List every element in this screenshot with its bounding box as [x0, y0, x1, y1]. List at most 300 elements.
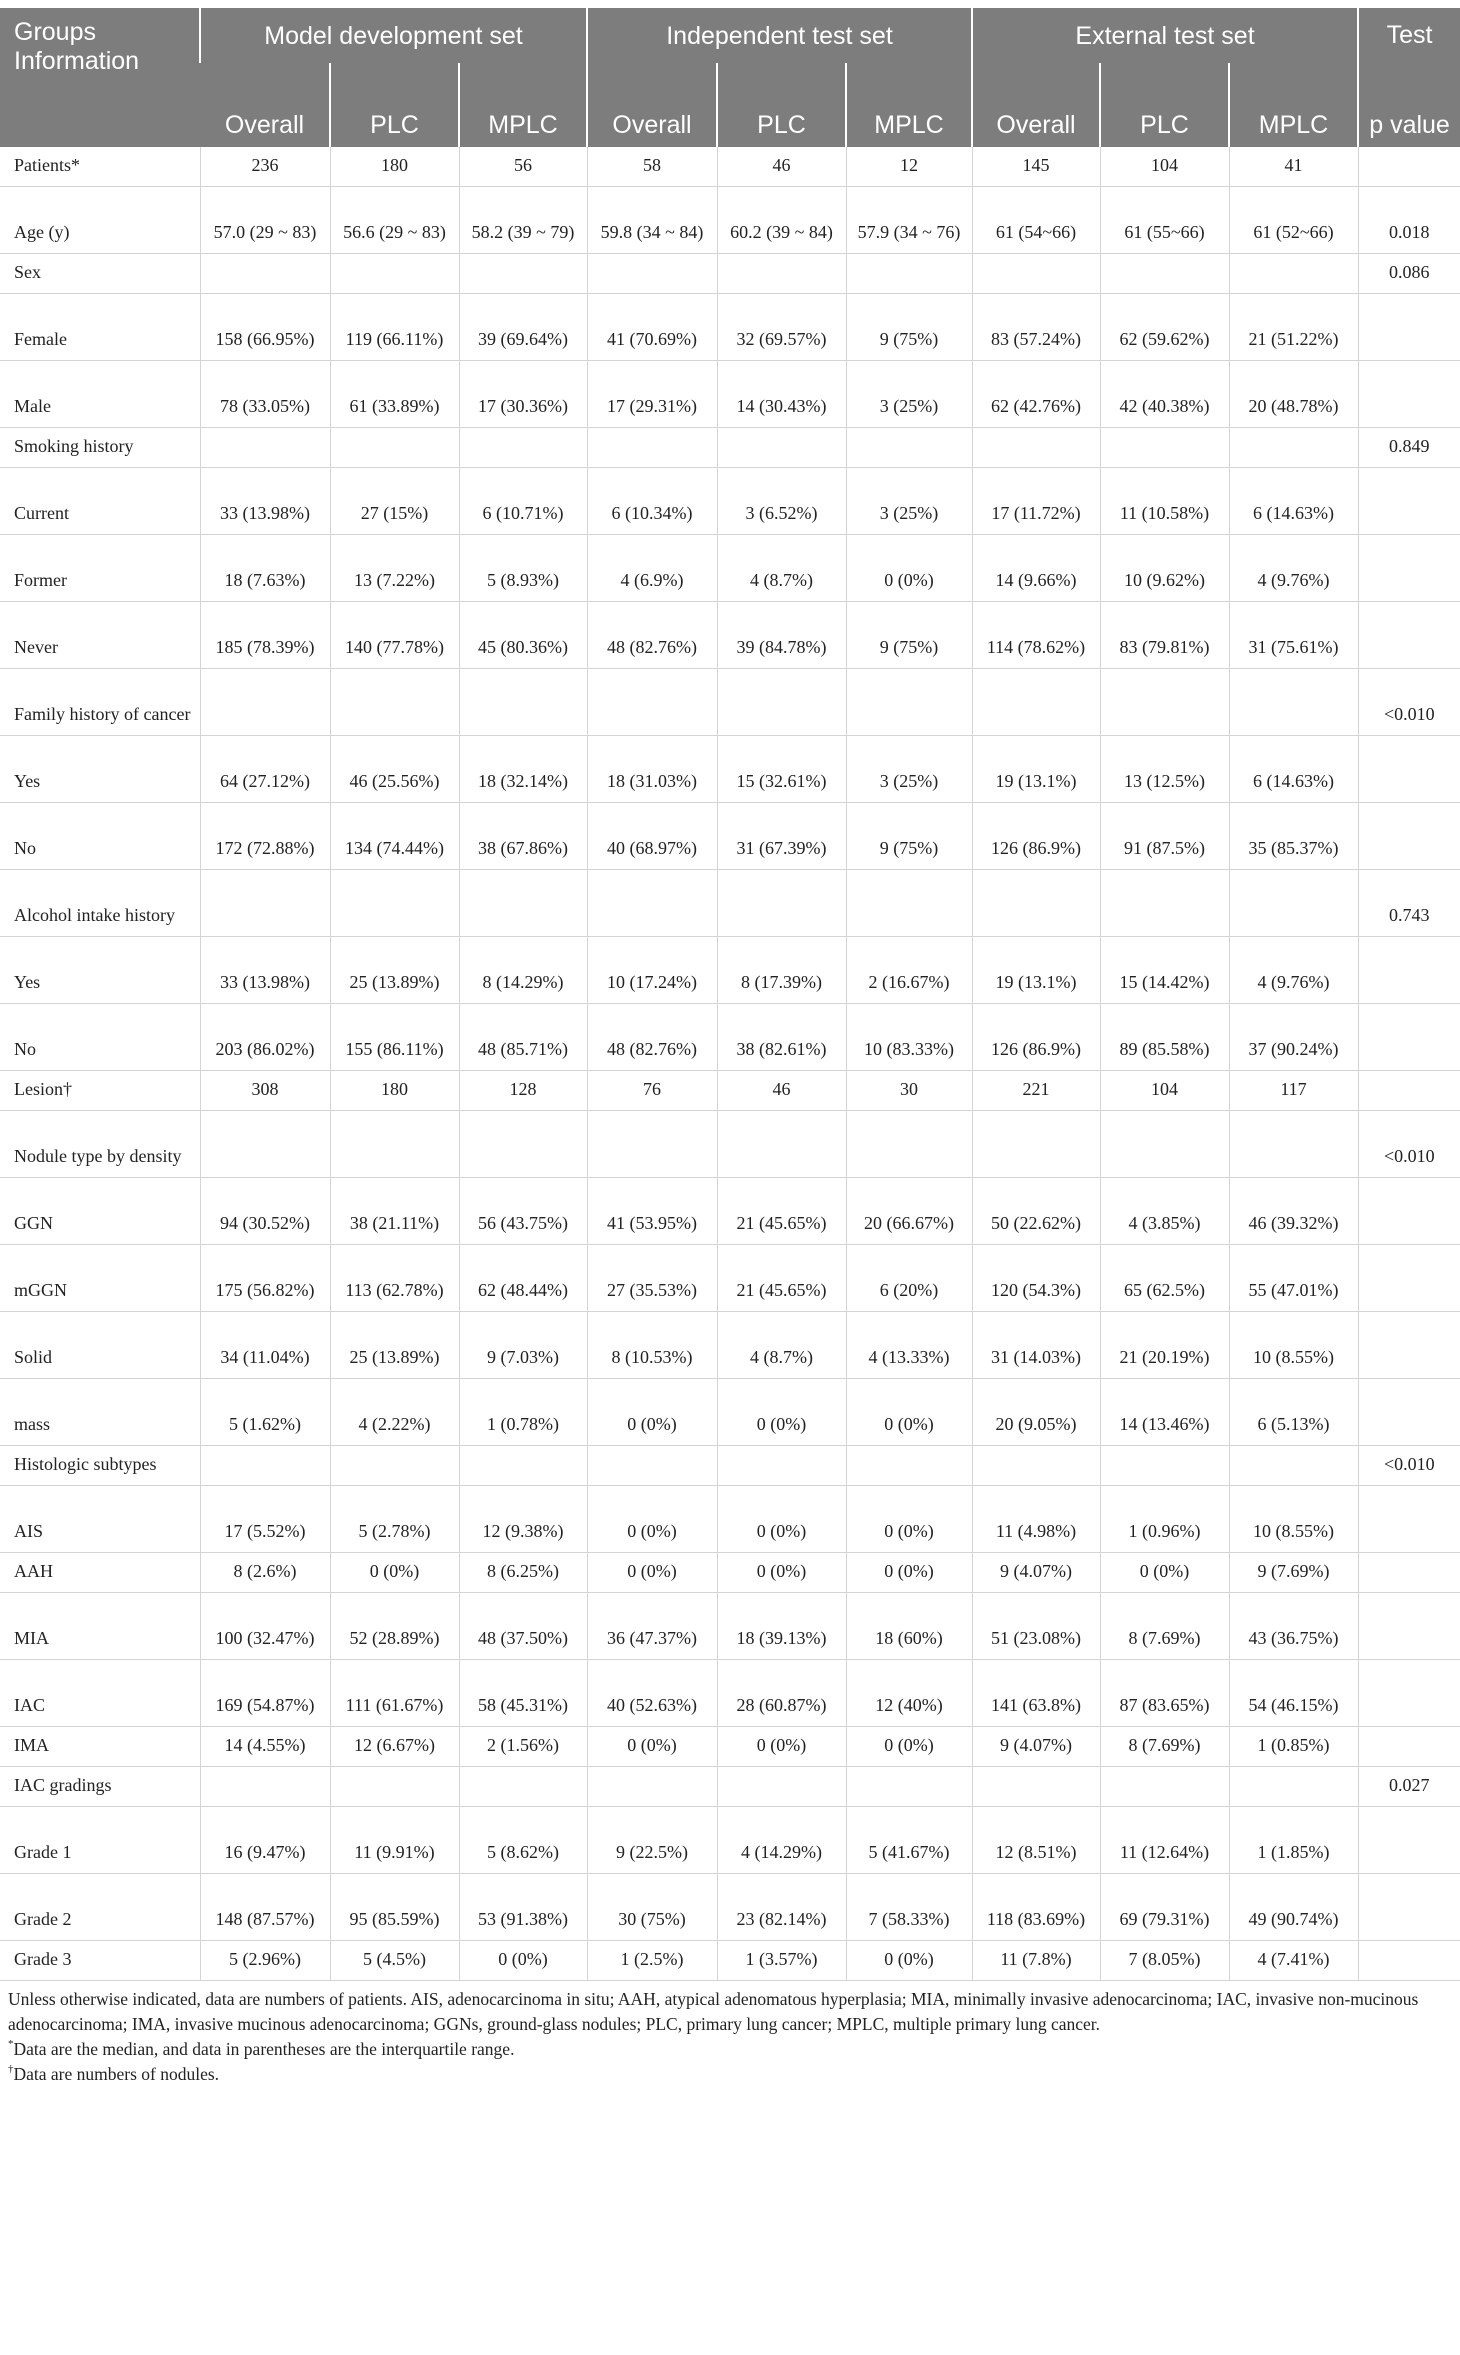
data-cell: 8 (17.39%): [717, 937, 846, 1004]
data-cell: 185 (78.39%): [200, 602, 330, 669]
data-cell: 12 (6.67%): [330, 1727, 459, 1767]
data-cell: 17 (30.36%): [459, 361, 587, 428]
data-cell: [587, 1111, 717, 1178]
p-value-cell: [1358, 1874, 1460, 1941]
data-cell: 4 (9.76%): [1229, 937, 1358, 1004]
data-cell: 20 (48.78%): [1229, 361, 1358, 428]
demographics-table: [0, 8, 1460, 1981]
data-cell: [200, 870, 330, 937]
row-label-cell: Yes: [0, 736, 200, 803]
data-cell: 0 (0%): [459, 1941, 587, 1981]
data-cell: [846, 1446, 972, 1486]
data-cell: [1229, 254, 1358, 294]
data-cell: [587, 669, 717, 736]
data-cell: 27 (15%): [330, 468, 459, 535]
data-cell: [587, 1767, 717, 1807]
row-label-cell: Never: [0, 602, 200, 669]
data-cell: 27 (35.53%): [587, 1245, 717, 1312]
data-cell: 20 (66.67%): [846, 1178, 972, 1245]
data-cell: 40 (68.97%): [587, 803, 717, 870]
data-cell: 0 (0%): [330, 1553, 459, 1593]
data-cell: 140 (77.78%): [330, 602, 459, 669]
row-label-cell: IAC gradings: [0, 1767, 200, 1807]
data-cell: [1100, 1111, 1229, 1178]
data-cell: 145: [972, 147, 1100, 187]
data-cell: 64 (27.12%): [200, 736, 330, 803]
data-cell: 9 (75%): [846, 294, 972, 361]
data-cell: [846, 428, 972, 468]
data-cell: 49 (90.74%): [1229, 1874, 1358, 1941]
data-cell: 58.2 (39 ~ 79): [459, 187, 587, 254]
row-label-cell: Grade 2: [0, 1874, 200, 1941]
data-cell: 33 (13.98%): [200, 468, 330, 535]
data-cell: 169 (54.87%): [200, 1660, 330, 1727]
row-label-cell: GGN: [0, 1178, 200, 1245]
data-cell: 18 (31.03%): [587, 736, 717, 803]
p-value-cell: <0.010: [1358, 669, 1460, 736]
data-cell: 4 (13.33%): [846, 1312, 972, 1379]
p-value-cell: [1358, 1071, 1460, 1111]
data-cell: 158 (66.95%): [200, 294, 330, 361]
data-cell: 59.8 (34 ~ 84): [587, 187, 717, 254]
data-cell: [459, 254, 587, 294]
data-cell: 117: [1229, 1071, 1358, 1111]
data-cell: [717, 669, 846, 736]
data-cell: 104: [1100, 147, 1229, 187]
data-cell: 38 (21.11%): [330, 1178, 459, 1245]
p-value-cell: [1358, 1593, 1460, 1660]
data-cell: 41 (70.69%): [587, 294, 717, 361]
data-cell: 48 (82.76%): [587, 602, 717, 669]
data-cell: 46 (39.32%): [1229, 1178, 1358, 1245]
data-cell: 6 (10.71%): [459, 468, 587, 535]
data-cell: 10 (17.24%): [587, 937, 717, 1004]
data-cell: 18 (39.13%): [717, 1593, 846, 1660]
p-value-cell: [1358, 803, 1460, 870]
data-cell: 2 (1.56%): [459, 1727, 587, 1767]
data-cell: 104: [1100, 1071, 1229, 1111]
p-value-cell: [1358, 1553, 1460, 1593]
table-row: [0, 147, 1460, 187]
data-cell: 94 (30.52%): [200, 1178, 330, 1245]
data-cell: 12 (40%): [846, 1660, 972, 1727]
data-cell: 30 (75%): [587, 1874, 717, 1941]
data-cell: 23 (82.14%): [717, 1874, 846, 1941]
data-cell: 40 (52.63%): [587, 1660, 717, 1727]
table-header: [0, 8, 1460, 147]
data-cell: 21 (20.19%): [1100, 1312, 1229, 1379]
table-row: [0, 937, 1460, 1004]
table-row: [0, 1874, 1460, 1941]
data-cell: [1100, 1446, 1229, 1486]
data-cell: 14 (13.46%): [1100, 1379, 1229, 1446]
data-cell: 39 (69.64%): [459, 294, 587, 361]
data-cell: 36 (47.37%): [587, 1593, 717, 1660]
data-cell: 4 (2.22%): [330, 1379, 459, 1446]
data-cell: 175 (56.82%): [200, 1245, 330, 1312]
data-cell: [972, 428, 1100, 468]
footnote-median: [8, 2037, 1450, 2062]
data-cell: [1229, 1446, 1358, 1486]
data-cell: 12: [846, 147, 972, 187]
data-cell: 236: [200, 147, 330, 187]
header-test: Test: [1358, 8, 1460, 63]
data-cell: [330, 1767, 459, 1807]
data-cell: 8 (2.6%): [200, 1553, 330, 1593]
subheader-plc: PLC: [330, 63, 459, 147]
data-cell: 0 (0%): [846, 1941, 972, 1981]
data-cell: 37 (90.24%): [1229, 1004, 1358, 1071]
data-cell: 41 (53.95%): [587, 1178, 717, 1245]
row-label-cell: Patients*: [0, 147, 200, 187]
data-cell: 6 (14.63%): [1229, 468, 1358, 535]
data-cell: 48 (37.50%): [459, 1593, 587, 1660]
table-row: [0, 1071, 1460, 1111]
data-cell: 76: [587, 1071, 717, 1111]
data-cell: 61 (33.89%): [330, 361, 459, 428]
data-cell: 31 (75.61%): [1229, 602, 1358, 669]
table-row: [0, 1727, 1460, 1767]
table-row: [0, 870, 1460, 937]
data-cell: 14 (4.55%): [200, 1727, 330, 1767]
data-cell: 3 (6.52%): [717, 468, 846, 535]
data-cell: 31 (14.03%): [972, 1312, 1100, 1379]
data-cell: 52 (28.89%): [330, 1593, 459, 1660]
data-cell: 65 (62.5%): [1100, 1245, 1229, 1312]
data-cell: [972, 870, 1100, 937]
table-row: [0, 187, 1460, 254]
p-value-cell: [1358, 468, 1460, 535]
data-cell: [1100, 669, 1229, 736]
data-cell: 45 (80.36%): [459, 602, 587, 669]
data-cell: 35 (85.37%): [1229, 803, 1358, 870]
data-cell: 53 (91.38%): [459, 1874, 587, 1941]
data-cell: 7 (8.05%): [1100, 1941, 1229, 1981]
data-cell: 57.0 (29 ~ 83): [200, 187, 330, 254]
data-cell: [1229, 428, 1358, 468]
data-cell: 5 (2.78%): [330, 1486, 459, 1553]
data-cell: 33 (13.98%): [200, 937, 330, 1004]
data-cell: 19 (13.1%): [972, 937, 1100, 1004]
p-value-cell: [1358, 1178, 1460, 1245]
p-value-cell: [1358, 361, 1460, 428]
data-cell: 180: [330, 1071, 459, 1111]
data-cell: 134 (74.44%): [330, 803, 459, 870]
p-value-cell: <0.010: [1358, 1446, 1460, 1486]
row-label-cell: Age (y): [0, 187, 200, 254]
p-value-cell: <0.010: [1358, 1111, 1460, 1178]
table-row: [0, 1111, 1460, 1178]
table-row: [0, 602, 1460, 669]
data-cell: 9 (7.03%): [459, 1312, 587, 1379]
data-cell: 61 (54~66): [972, 187, 1100, 254]
data-cell: [1229, 870, 1358, 937]
data-cell: 18 (7.63%): [200, 535, 330, 602]
data-cell: [330, 870, 459, 937]
p-value-cell: [1358, 1312, 1460, 1379]
data-cell: 60.2 (39 ~ 84): [717, 187, 846, 254]
data-cell: [846, 1111, 972, 1178]
data-cell: 58: [587, 147, 717, 187]
data-cell: [200, 1446, 330, 1486]
data-cell: 3 (25%): [846, 468, 972, 535]
data-cell: 17 (29.31%): [587, 361, 717, 428]
data-cell: 83 (57.24%): [972, 294, 1100, 361]
row-label-cell: Lesion†: [0, 1071, 200, 1111]
table-row: [0, 1312, 1460, 1379]
data-cell: 39 (84.78%): [717, 602, 846, 669]
table-row: [0, 1767, 1460, 1807]
p-value-cell: [1358, 1379, 1460, 1446]
row-label-cell: Yes: [0, 937, 200, 1004]
data-cell: 126 (86.9%): [972, 1004, 1100, 1071]
data-cell: [459, 428, 587, 468]
table-row: [0, 1941, 1460, 1981]
p-value-cell: 0.027: [1358, 1767, 1460, 1807]
data-cell: 120 (54.3%): [972, 1245, 1100, 1312]
data-cell: [330, 428, 459, 468]
data-cell: 9 (75%): [846, 602, 972, 669]
data-cell: [200, 1767, 330, 1807]
table-footnotes: [0, 1981, 1460, 2087]
data-cell: [846, 870, 972, 937]
data-cell: [972, 1446, 1100, 1486]
data-cell: 119 (66.11%): [330, 294, 459, 361]
data-cell: 34 (11.04%): [200, 1312, 330, 1379]
row-label-cell: IMA: [0, 1727, 200, 1767]
data-cell: 31 (67.39%): [717, 803, 846, 870]
data-cell: 10 (83.33%): [846, 1004, 972, 1071]
data-cell: 61 (55~66): [1100, 187, 1229, 254]
table-row: [0, 669, 1460, 736]
data-cell: 13 (7.22%): [330, 535, 459, 602]
table-row: [0, 1379, 1460, 1446]
data-cell: 6 (14.63%): [1229, 736, 1358, 803]
data-cell: 16 (9.47%): [200, 1807, 330, 1874]
data-cell: 1 (0.85%): [1229, 1727, 1358, 1767]
data-cell: 56.6 (29 ~ 83): [330, 187, 459, 254]
data-cell: [1229, 1767, 1358, 1807]
data-cell: 308: [200, 1071, 330, 1111]
header-model-development-set: Model development set: [200, 8, 587, 63]
subheader-overall: Overall: [200, 63, 330, 147]
data-cell: 48 (82.76%): [587, 1004, 717, 1071]
data-cell: [587, 1446, 717, 1486]
footnote-abbreviations: Unless otherwise indicated, data are numbers of patients. AIS, adenocarcinoma in situ; AAH, atypical adenomatous hyperplasia; MIA, minimally invasive adenocarcinoma; IAC, invasive non-mucinous adenocarcinoma; IMA, invasive mucinous adenocarcinoma; GGNs, ground-glass nodules; PLC, primary lung cancer; MPLC, multiple primary lung cancer.: [8, 1989, 1419, 2034]
data-cell: [459, 870, 587, 937]
row-label-cell: Nodule type by density: [0, 1111, 200, 1178]
data-cell: [330, 669, 459, 736]
data-cell: 5 (8.93%): [459, 535, 587, 602]
data-cell: 1 (0.96%): [1100, 1486, 1229, 1553]
p-value-cell: [1358, 1245, 1460, 1312]
row-label-cell: MIA: [0, 1593, 200, 1660]
data-cell: [846, 1767, 972, 1807]
footnote-dagger-mark: †: [8, 2063, 14, 2075]
footnote-nodules: [8, 2062, 1450, 2087]
data-cell: 11 (7.8%): [972, 1941, 1100, 1981]
data-cell: 46 (25.56%): [330, 736, 459, 803]
data-cell: 21 (45.65%): [717, 1245, 846, 1312]
table-row: [0, 468, 1460, 535]
data-cell: 15 (32.61%): [717, 736, 846, 803]
data-cell: 9 (4.07%): [972, 1553, 1100, 1593]
data-cell: 12 (9.38%): [459, 1486, 587, 1553]
table-row: [0, 1593, 1460, 1660]
footnote-star-mark: *: [8, 2038, 14, 2050]
data-cell: [330, 1446, 459, 1486]
data-cell: 62 (59.62%): [1100, 294, 1229, 361]
row-label-cell: Female: [0, 294, 200, 361]
data-cell: 141 (63.8%): [972, 1660, 1100, 1727]
p-value-cell: [1358, 937, 1460, 1004]
data-cell: 83 (79.81%): [1100, 602, 1229, 669]
data-cell: 91 (87.5%): [1100, 803, 1229, 870]
p-value-cell: [1358, 1807, 1460, 1874]
data-cell: 0 (0%): [587, 1553, 717, 1593]
data-cell: [459, 669, 587, 736]
data-cell: 9 (7.69%): [1229, 1553, 1358, 1593]
data-cell: [717, 1111, 846, 1178]
data-cell: 0 (0%): [587, 1727, 717, 1767]
p-value-cell: [1358, 294, 1460, 361]
row-label-cell: Solid: [0, 1312, 200, 1379]
data-cell: 0 (0%): [717, 1553, 846, 1593]
data-cell: 4 (8.7%): [717, 535, 846, 602]
data-cell: 4 (3.85%): [1100, 1178, 1229, 1245]
data-cell: 0 (0%): [846, 1553, 972, 1593]
data-cell: 1 (3.57%): [717, 1941, 846, 1981]
data-cell: 61 (52~66): [1229, 187, 1358, 254]
data-cell: 11 (9.91%): [330, 1807, 459, 1874]
data-cell: 28 (60.87%): [717, 1660, 846, 1727]
data-cell: [717, 1767, 846, 1807]
subheader-overall: Overall: [972, 63, 1100, 147]
data-cell: 5 (1.62%): [200, 1379, 330, 1446]
data-cell: 6 (5.13%): [1229, 1379, 1358, 1446]
table-body: [0, 147, 1460, 1981]
data-cell: 8 (7.69%): [1100, 1593, 1229, 1660]
row-label-cell: Alcohol intake history: [0, 870, 200, 937]
data-cell: [200, 254, 330, 294]
data-cell: 221: [972, 1071, 1100, 1111]
data-cell: 148 (87.57%): [200, 1874, 330, 1941]
p-value-cell: [1358, 1486, 1460, 1553]
data-cell: 1 (0.78%): [459, 1379, 587, 1446]
data-cell: 18 (60%): [846, 1593, 972, 1660]
data-cell: [972, 669, 1100, 736]
table-row: [0, 803, 1460, 870]
data-cell: [717, 254, 846, 294]
data-cell: 18 (32.14%): [459, 736, 587, 803]
data-cell: 0 (0%): [587, 1486, 717, 1553]
data-cell: 9 (22.5%): [587, 1807, 717, 1874]
data-cell: 155 (86.11%): [330, 1004, 459, 1071]
data-cell: 0 (0%): [846, 1486, 972, 1553]
data-cell: 4 (8.7%): [717, 1312, 846, 1379]
data-cell: [200, 1111, 330, 1178]
data-cell: 0 (0%): [846, 1379, 972, 1446]
row-label-cell: Family history of cancer: [0, 669, 200, 736]
data-cell: [587, 254, 717, 294]
data-cell: 9 (75%): [846, 803, 972, 870]
p-value-cell: [1358, 1727, 1460, 1767]
header-external-test-set: External test set: [972, 8, 1358, 63]
p-value-cell: [1358, 147, 1460, 187]
data-cell: [200, 669, 330, 736]
table-row: [0, 736, 1460, 803]
data-cell: 54 (46.15%): [1229, 1660, 1358, 1727]
footnote-nodules-text: Data are numbers of nodules.: [13, 2064, 220, 2084]
data-cell: [200, 428, 330, 468]
data-cell: 113 (62.78%): [330, 1245, 459, 1312]
subheader-overall: Overall: [587, 63, 717, 147]
p-value-cell: 0.018: [1358, 187, 1460, 254]
data-cell: 4 (6.9%): [587, 535, 717, 602]
data-cell: 95 (85.59%): [330, 1874, 459, 1941]
data-cell: 8 (6.25%): [459, 1553, 587, 1593]
subheader-plc: PLC: [717, 63, 846, 147]
data-cell: 0 (0%): [846, 535, 972, 602]
row-label-cell: mGGN: [0, 1245, 200, 1312]
data-cell: 1 (1.85%): [1229, 1807, 1358, 1874]
table-row: [0, 1004, 1460, 1071]
subheader-mplc: MPLC: [459, 63, 587, 147]
data-cell: [1229, 1111, 1358, 1178]
data-cell: 10 (9.62%): [1100, 535, 1229, 602]
table-row: [0, 1553, 1460, 1593]
data-cell: 42 (40.38%): [1100, 361, 1229, 428]
data-cell: 5 (2.96%): [200, 1941, 330, 1981]
data-cell: [1100, 254, 1229, 294]
data-cell: 5 (41.67%): [846, 1807, 972, 1874]
row-label-cell: AIS: [0, 1486, 200, 1553]
data-cell: 46: [717, 1071, 846, 1111]
data-cell: 56: [459, 147, 587, 187]
data-cell: 0 (0%): [717, 1486, 846, 1553]
table-row: [0, 1660, 1460, 1727]
data-cell: 55 (47.01%): [1229, 1245, 1358, 1312]
row-label-cell: Grade 1: [0, 1807, 200, 1874]
data-cell: [1100, 428, 1229, 468]
data-cell: 0 (0%): [717, 1727, 846, 1767]
header-independent-test-set: Independent test set: [587, 8, 972, 63]
data-cell: 46: [717, 147, 846, 187]
data-cell: 1 (2.5%): [587, 1941, 717, 1981]
p-value-cell: 0.849: [1358, 428, 1460, 468]
data-cell: 5 (4.5%): [330, 1941, 459, 1981]
table-row: [0, 294, 1460, 361]
row-label-cell: No: [0, 803, 200, 870]
data-cell: 32 (69.57%): [717, 294, 846, 361]
data-cell: [972, 254, 1100, 294]
data-cell: 11 (10.58%): [1100, 468, 1229, 535]
data-cell: 87 (83.65%): [1100, 1660, 1229, 1727]
data-cell: 126 (86.9%): [972, 803, 1100, 870]
data-cell: [846, 254, 972, 294]
data-cell: 172 (72.88%): [200, 803, 330, 870]
data-cell: 20 (9.05%): [972, 1379, 1100, 1446]
table-row: [0, 1486, 1460, 1553]
data-cell: [972, 1767, 1100, 1807]
data-cell: 38 (82.61%): [717, 1004, 846, 1071]
table-row: [0, 428, 1460, 468]
data-cell: [459, 1446, 587, 1486]
data-cell: 19 (13.1%): [972, 736, 1100, 803]
data-cell: 62 (48.44%): [459, 1245, 587, 1312]
data-cell: 114 (78.62%): [972, 602, 1100, 669]
data-cell: 8 (14.29%): [459, 937, 587, 1004]
